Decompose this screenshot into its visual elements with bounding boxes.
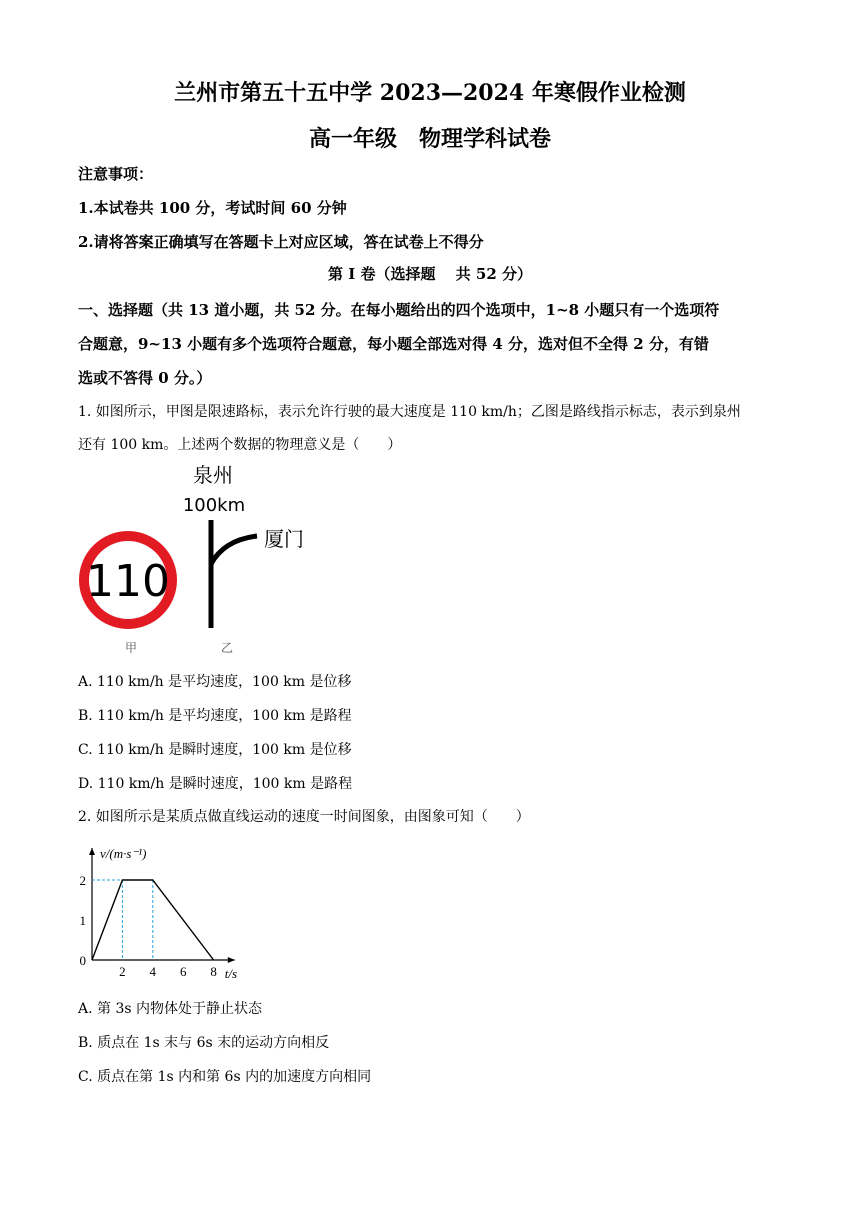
q1-stem-line2: 还有 100 km。上述两个数据的物理意义是（ ） <box>78 437 402 453</box>
section-instructions-line2: 合题意，9~13 小题有多个选项符合题意，每小题全部选对得 4 分，选对但不全得 2 分，有错 <box>78 335 709 353</box>
speed-limit-value: 110 <box>86 556 170 607</box>
q1-option-c: C. 110 km/h 是瞬时速度，100 km 是位移 <box>78 742 352 758</box>
x-tick-label-2: 2 <box>119 964 126 979</box>
route-sign <box>183 463 304 628</box>
q2-stem: 2. 如图所示是某质点做直线运动的速度一时间图象，由图象可知（ ） <box>78 809 530 825</box>
q1-option-d: D. 110 km/h 是瞬时速度，100 km 是路程 <box>78 776 353 792</box>
section-heading: 第 I 卷（选择题 共 52 分） <box>327 265 532 283</box>
route-distance: 100km <box>182 495 246 516</box>
q1-figure <box>74 462 324 662</box>
x-axis-label: t/s <box>224 966 238 980</box>
x-tick-label-6: 6 <box>179 964 187 979</box>
page-title-line1: 兰州市第五十五中学 2023—2024 年寒假作业检测 <box>174 80 686 106</box>
route-city-top: 泉州 <box>193 463 233 487</box>
section-instructions-line3: 选或不答得 0 分。） <box>78 369 212 387</box>
velocity-time-chart <box>74 838 264 980</box>
notes-item-1: 1.本试卷共 100 分，考试时间 60 分钟 <box>78 199 347 217</box>
q2-option-b: B. 质点在 1s 末与 6s 末的运动方向相反 <box>78 1035 330 1051</box>
route-branch-road <box>211 536 257 564</box>
y-tick-label-0: 0 <box>79 953 86 968</box>
route-city-branch: 厦门 <box>264 527 304 551</box>
notes-item-2: 2.请将答案正确填写在答题卡上对应区域，答在试卷上不得分 <box>78 233 484 251</box>
speed-limit-sign <box>84 536 172 624</box>
q2-option-c: C. 质点在第 1s 内和第 6s 内的加速度方向相同 <box>78 1069 372 1085</box>
notes-heading: 注意事项： <box>78 165 154 183</box>
q2-option-a: A. 第 3s 内物体处于静止状态 <box>78 1001 263 1017</box>
x-tick-label-8: 8 <box>210 964 217 979</box>
q1-stem-line1: 1. 如图所示，甲图是限速路标，表示允许行驶的最大速度是 110 km/h；乙图是路线指示标志，表示到泉州 <box>78 404 741 420</box>
y-axis-label: v/(m·s⁻¹) <box>100 846 147 861</box>
section-instructions-line1: 一、选择题（共 13 道小题，共 52 分。在每小题给出的四个选项中，1~8 小题只有一个选项符 <box>78 301 720 319</box>
caption-right: 乙 <box>220 641 234 655</box>
x-tick-label-4: 4 <box>149 964 157 979</box>
y-tick-label-1: 1 <box>79 913 86 928</box>
caption-left: 甲 <box>124 641 138 655</box>
q1-option-b: B. 110 km/h 是平均速度，100 km 是路程 <box>78 708 352 724</box>
x-axis-arrow <box>228 957 235 963</box>
y-axis-arrow <box>89 848 95 855</box>
page-title-line2: 高一年级 物理学科试卷 <box>308 126 551 152</box>
y-tick-label-2: 2 <box>79 873 86 888</box>
q1-option-a: A. 110 km/h 是平均速度，100 km 是位移 <box>78 674 352 690</box>
